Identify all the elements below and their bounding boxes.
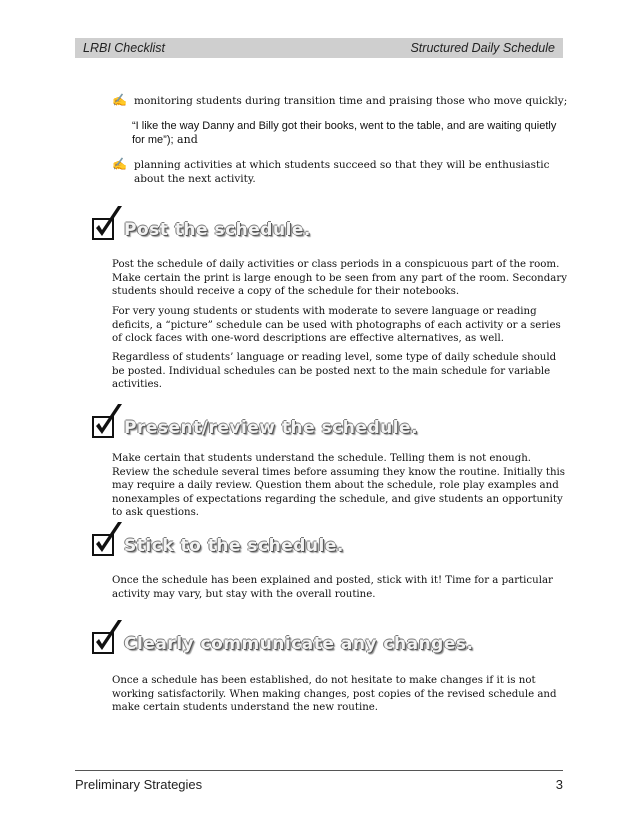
- section-heading: [92, 404, 418, 440]
- quote-text: “I like the way Danny and Billy got their books, went to the table, and are waiting quietly for me”);: [132, 120, 557, 146]
- list-item: [112, 94, 572, 108]
- checkmark-box-icon: [92, 416, 114, 438]
- list-item: [112, 158, 572, 186]
- section-heading: [92, 522, 344, 558]
- paragraph: Regardless of students’ language or reading level, some type of daily schedule should be posted. Individual schedules can be posted next to the main schedule for variable activities.: [112, 352, 557, 390]
- paragraph: Once the schedule has been explained and posted, stick with it! Time for a particular activity may vary, but stay with the overall routine.: [112, 575, 553, 600]
- page-number: 3: [555, 777, 563, 792]
- footer-section-title: Preliminary Strategies: [75, 777, 203, 792]
- checkmark-box-icon: [92, 534, 114, 556]
- checkmark-box-icon: [92, 218, 114, 240]
- bullet-text: planning activities at which students succeed so that they will be enthusiastic about the next activity.: [134, 159, 550, 185]
- header-left-title: LRBI Checklist: [83, 41, 165, 55]
- section-title: Stick to the schedule.: [124, 536, 344, 556]
- writing-hand-icon: ✍: [112, 157, 127, 171]
- section-title: Post the schedule.: [124, 220, 311, 240]
- footer-divider: [75, 770, 563, 771]
- writing-hand-icon: ✍: [112, 93, 127, 107]
- section-heading: [92, 620, 473, 656]
- checkmark-box-icon: [92, 632, 114, 654]
- paragraph: Make certain that students understand the schedule. Telling them is not enough. Review the schedule several times before assuming they know the routine. Initially this may require a daily review. Question them about the schedule, role play examples and nonexamples of expectations regarding the schedule, and give students an opportunity to ask questions.: [112, 453, 565, 518]
- section-heading: [92, 206, 311, 242]
- example-quote: [132, 119, 562, 147]
- paragraph: Post the schedule of daily activities or class periods in a conspicuous part of the room. Make certain the print is large enough to be seen from any part of the room. Secondary students should receive a copy of the schedule for their notebooks.: [112, 259, 567, 297]
- paragraph: Once a schedule has been established, do not hesitate to make changes if it is not working satisfactorily. When making changes, post copies of the revised schedule and make certain students understand the new routine.: [112, 675, 557, 713]
- quote-tail: and: [173, 133, 198, 146]
- bullet-text: monitoring students during transition time and praising those who move quickly;: [134, 95, 568, 107]
- section-title: Clearly communicate any changes.: [124, 634, 474, 654]
- paragraph: For very young students or students with moderate to severe language or reading deficits, a “picture” schedule can be used with photographs of each activity or a series of clock faces with one-word descriptions are effective alternatives, as well.: [112, 306, 561, 344]
- page-footer: [75, 777, 563, 792]
- section-title: Present/review the schedule.: [124, 418, 419, 438]
- running-header: [75, 38, 563, 58]
- header-right-title: Structured Daily Schedule: [410, 41, 555, 55]
